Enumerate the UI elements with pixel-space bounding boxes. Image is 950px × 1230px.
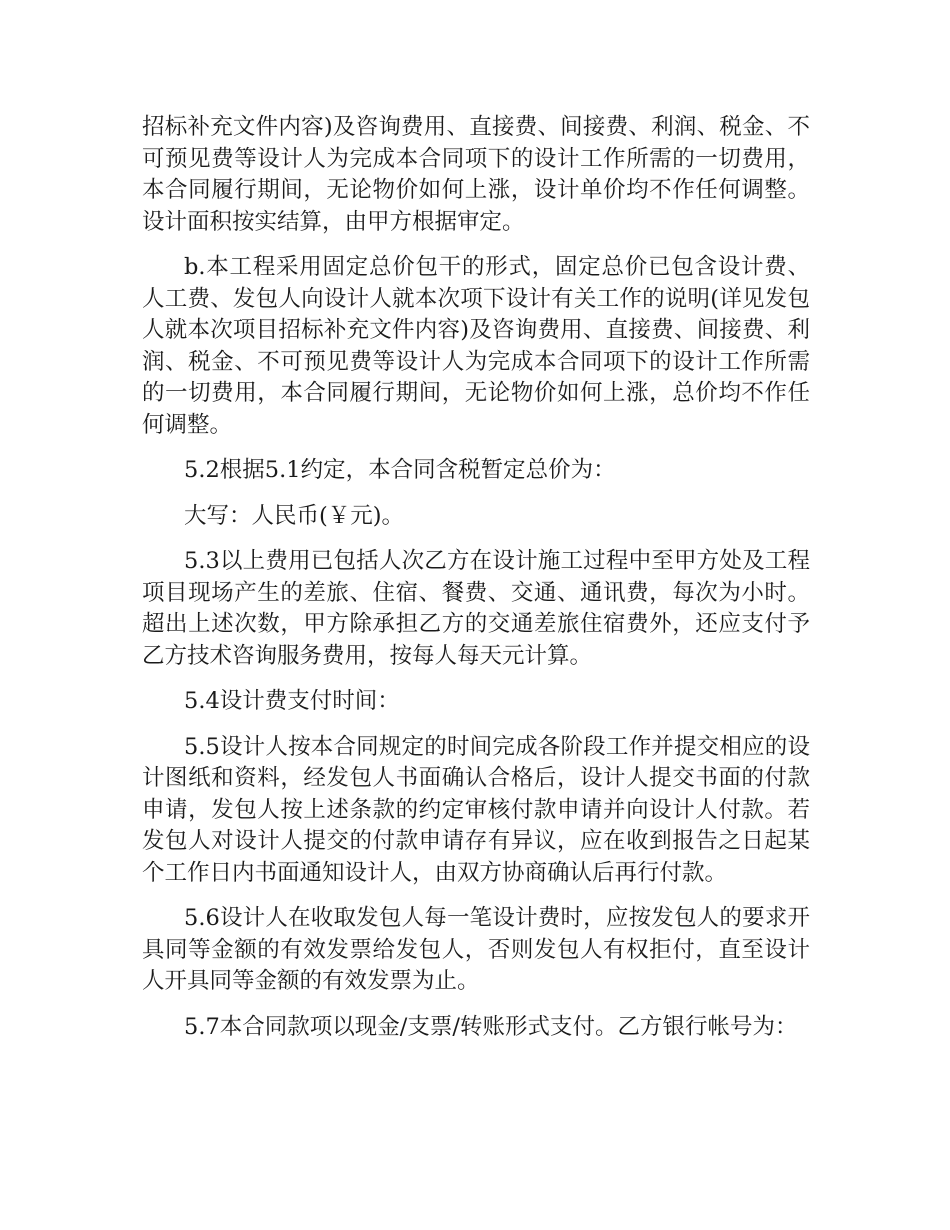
document-body [142, 112, 810, 1057]
paragraph-clause-5-6: 5.6设计人在收取发包人每一笔设计费时，应按发包人的要求开具同等金额的有效发票给发包人，否则发包人有权拒付，直至设计人开具同等金额的有效发票为止。 [142, 905, 810, 994]
paragraph-fixed-total-price: b.本工程采用固定总价包干的形式，固定总价已包含设计费、人工费、发包人向设计人就本次项下设计有关工作的说明(详见发包人就本次项目招标补充文件内容)及咨询费用、直接费、间接费、利润、税金、不可预见费等设计人为完成本合同项下的设计工作所需的一切费用，本合同履行期间，无论物价如何上涨，总价均不作任何调整。 [142, 254, 810, 438]
paragraph-amount-in-words: 大写：人民币(￥元)。 [184, 502, 405, 529]
paragraph-clause-5-3: 5.3以上费用已包括人次乙方在设计施工过程中至甲方处及工程项目现场产生的差旅、住宿、餐费、交通、通讯费，每次为小时。超出上述次数，甲方除承担乙方的交通差旅住宿费外，还应支付予乙方技术咨询服务费用，按每人每天元计算。 [142, 548, 810, 669]
paragraph-clause-5-5: 5.5设计人按本合同规定的时间完成各阶段工作并提交相应的设计图纸和资料，经发包人书面确认合格后，设计人提交书面的付款申请，发包人按上述条款的约定审核付款申请并向设计人付款。若发包人对设计人提交的付款申请存有异议，应在收到报告之日起某个工作日内书面通知设计人，由双方协商确认后再行付款。 [142, 733, 810, 886]
paragraph-clause-5-4: 5.4设计费支付时间： [184, 688, 400, 714]
paragraph-clause-5-2: 5.2根据5.1约定，本合同含税暂定总价为： [184, 457, 616, 483]
paragraph-clause-5-7: 5.7本合同款项以现金/支票/转账形式支付。乙方银行帐号为： [184, 1013, 798, 1040]
paragraph-unit-price-continued: 招标补充文件内容)及咨询费用、直接费、间接费、利润、税金、不可预见费等设计人为完成本合同项下的设计工作所需的一切费用，本合同履行期间，无论物价如何上涨，设计单价均不作任何调整。设计面积按实结算，由甲方根据审定。 [142, 114, 810, 235]
